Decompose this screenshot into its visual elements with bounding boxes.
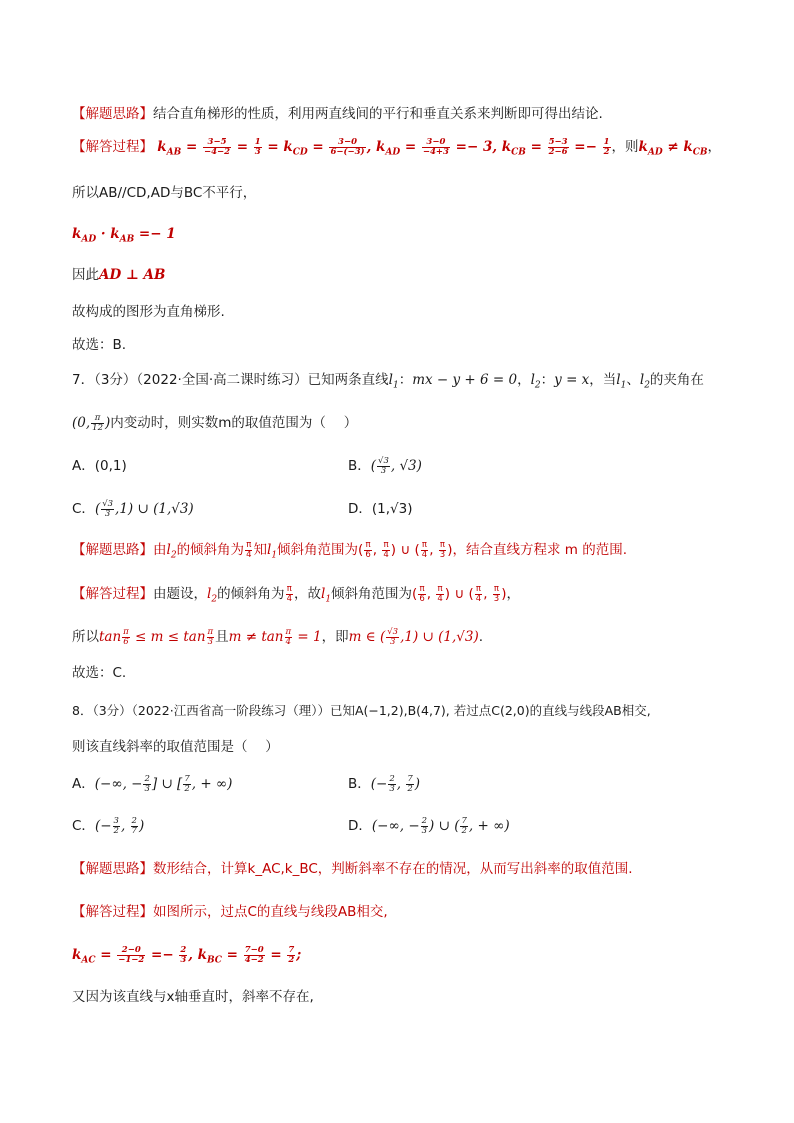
opt-label: B． [348, 458, 371, 474]
opt-label: C． [72, 501, 95, 517]
q7-text: 7．（3分）（2022·全国·高二课时练习）已知两条直线 [72, 372, 389, 388]
answer-6: 故选：B. [72, 337, 127, 353]
slope-values-8: $k_{AC}$ = $\frac{2-0}{-1-2}$ =− $\frac{2}{3}$ , $k_{BC}$ = $\frac{7-0}{4-2}$ = $\frac{7}{2}$ ; [72, 945, 302, 966]
idea-text: 数形结合，计算k_AC,k_BC，判断斜率不存在的情况，从而写出斜率的取值范围. [153, 861, 633, 877]
option-8C: C．(− $\frac{3}{2}$ , $\frac{2}{7}$ ) [72, 816, 145, 836]
proc-tag: 【解答过程】 [72, 904, 153, 920]
solution-process-6: 【解答过程】 $k_{AB}$ = $\frac{3-5}{-4-2}$ = $\frac{1}{3}$ = $k_{CD}$ = $\frac{3-0}{6-(-3)}$ , $k_{AD}$ = $\frac{3-0}{-4+3}$ =− 3, $k_{CB}$ = $\frac{5-3}{2-6}$ =− $\frac{1}{2}$ ，则$k_{AD} \ne k_{CB}$， [72, 137, 722, 158]
option-8B: B．(− $\frac{2}{3}$ , $\frac{7}{2}$ ) [348, 774, 421, 794]
option-8A: A．(−∞, − $\frac{2}{3}$ ] ∪ [ $\frac{7}{2}$ , + ∞) [72, 774, 233, 794]
idea-text: 结合直线方程求 m 的范围. [465, 542, 628, 558]
q7-text2: 内变动时，则实数m的取值范围为（ ） [110, 415, 358, 431]
idea-text: 结合直角梯形的性质，利用两直线间的平行和垂直关系来判断即可得出结论. [153, 106, 603, 122]
parallel-line: 所以AB//CD,AD与BC不平行， [72, 185, 257, 201]
answer-7: 故选：C. [72, 665, 127, 681]
opt-label: B． [348, 776, 371, 792]
idea-tag: 【解题思路】 [72, 106, 153, 122]
option-7C: C．( $\frac{√3}{3}$ ,1) ∪ (1,√3) [72, 499, 194, 519]
conclusion-line: 故构成的图形为直角梯形. [72, 304, 225, 320]
perp-math: AD ⊥ AB [99, 267, 166, 283]
opt-label: A． [72, 776, 95, 792]
solution-process-7: 【解答过程】由题设，$l_2$的倾斜角为 $\frac{\pi}{4}$ ，故$l_1$倾斜角范围为( $\frac{\pi}{6}$ , $\frac{\pi}{4}$ ) ∪ ( $\frac{\pi}{4}$ , $\frac{\pi}{3}$ )， [72, 583, 520, 605]
therefore-line [72, 265, 165, 285]
solution-idea-6 [72, 104, 603, 124]
option-7B: B．( $\frac{√3}{3}$ , √3) [348, 456, 422, 476]
solution-idea-8 [72, 859, 633, 879]
proc-text: 如图所示，过点C的直线与线段AB相交, [153, 904, 388, 920]
question-8-stem: 8．（3分）（2022·江西省高一阶段练习（理））已知A(−1,2),B(4,7), 若过点C(2,0)的直线与线段AB相交, [72, 703, 651, 718]
question-7-stem-2: (0, $\frac{\pi}{12}$ )内变动时，则实数m的取值范围为（ ） [72, 413, 358, 433]
proc-tag: 【解答过程】 [72, 139, 153, 155]
range-derivation-7: 所以tan $\frac{\pi}{6}$ ≤ m ≤ tan $\frac{\pi}{3}$ 且m ≠ tan $\frac{\pi}{4}$ = 1，即m ∈ ( $\frac{√3}{3}$ ,1) ∪ (1,√3). [72, 627, 484, 647]
option-8D: D．(−∞, − $\frac{2}{3}$ ) ∪ ( $\frac{7}{2}$ , + ∞) [348, 816, 510, 836]
opt-label: C． [72, 818, 95, 834]
slope-calc: $k_{AB}$ = $\frac{3-5}{-4-2}$ = $\frac{1}{3}$ = $k_{CD}$ = $\frac{3-0}{6-(-3)}$ , $k_{AD}$ = $\frac{3-0}{-4+3}$ =− 3, $k_{CB}$ = $\frac{5-3}{2-6}$ =− $\frac{1}{2}$ [157, 137, 610, 158]
perpendicular-product: $k_{AD} \cdot k_{AB} =- 1$ [72, 226, 176, 245]
question-8-stem-2: 则该直线斜率的取值范围是（ ） [72, 739, 279, 755]
solution-idea-7: 【解题思路】由$l_2$的倾斜角为 $\frac{\pi}{4}$ 知$l_1$倾斜角范围为( $\frac{\pi}{6}$ , $\frac{\pi}{4}$ ) ∪ ( $\frac{\pi}{4}$ , $\frac{\pi}{3}$ )，结合直线方程求 m 的范围. [72, 539, 628, 561]
idea-tag: 【解题思路】 [72, 861, 153, 877]
option-7A: A．(0,1) [72, 458, 127, 474]
option-7D: D．(1,√3) [348, 501, 413, 517]
idea-tag: 【解题思路】 [72, 542, 153, 558]
therefore-text: 因此 [72, 267, 99, 283]
solution-process-8 [72, 902, 388, 922]
opt-label: D． [348, 818, 372, 834]
vertical-case-8: 又因为该直线与x轴垂直时，斜率不存在, [72, 989, 314, 1005]
question-7-stem: 7．（3分）（2022·全国·高二课时练习）已知两条直线$l_1$：mx − y + 6 = 0，$l_2$：y = x，当$l_1$、$l_2$的夹角在 [72, 372, 704, 391]
proc-tag: 【解答过程】 [72, 586, 153, 602]
